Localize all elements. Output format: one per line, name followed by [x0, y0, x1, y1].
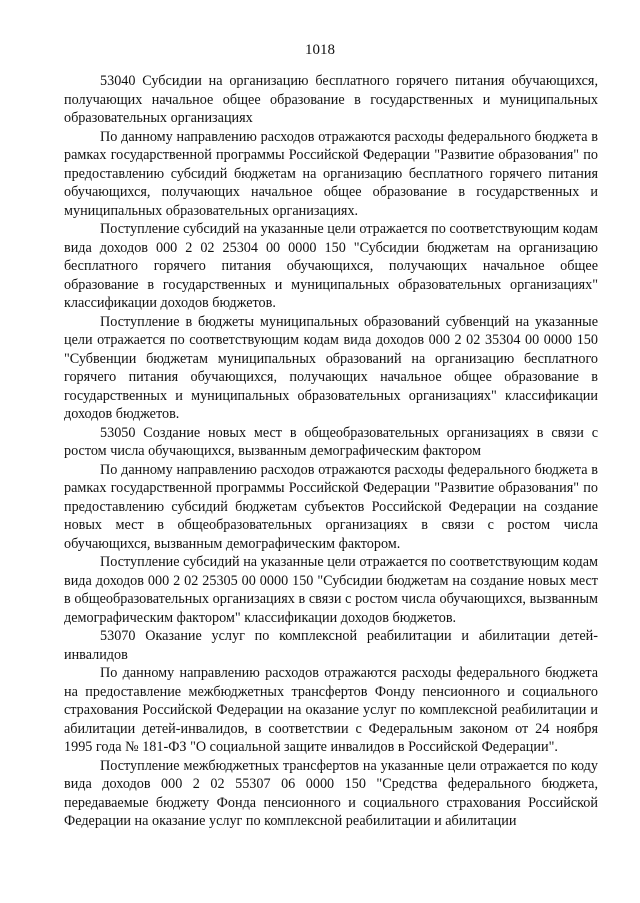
- section-heading-53070: 53070 Оказание услуг по комплексной реабилитации и абилитации детей-инвалидов: [64, 628, 598, 663]
- section-heading-53040: 53040 Субсидии на организацию бесплатного горячего питания обучающихся, получающих начальное общее образование в государственных и муниципальных образовательных организациях: [64, 73, 598, 126]
- paragraph: По данному направлению расходов отражаются расходы федерального бюджета на предоставление межбюджетных трансфертов Фонду пенсионного и социального страхования Российской Федерации на оказание услуг по комплексной реабилитации и абилитации детей-инвалидов, в соответствии с Федеральным законом от 24 ноября 1995 года № 181-ФЗ "О социальной защите инвалидов в Российской Федерации".: [64, 665, 598, 755]
- section-heading-53050: 53050 Создание новых мест в общеобразовательных организациях в связи с ростом числа обучающихся, вызванным демографическим фактором: [64, 424, 598, 459]
- paragraph: По данному направлению расходов отражаются расходы федерального бюджета в рамках государственной программы Российской Федерации "Развитие образования" по предоставлению субсидий бюджетам на организацию бесплатного горячего питания обучающихся, получающих начальное общее образование в государственных и муниципальных образовательных организациях.: [64, 128, 598, 219]
- paragraph: Поступление субсидий на указанные цели отражается по соответствующим кодам вида доходов 000 2 02 25304 00 0000 150 "Субсидии бюджетам на организацию бесплатного горячего питания обучающихся, получающих начальное общее образование в государственных и муниципальных образовательных организациях" классификации доходов бюджетов.: [64, 221, 598, 311]
- paragraph: Поступление в бюджеты муниципальных образований субвенций на указанные цели отражается по соответствующим кодам вида доходов 000 2 02 35304 00 0000 150 "Субвенции бюджетам муниципальных образований на организацию бесплатного горячего питания обучающихся, получающих начальное общее образование в государственных и муниципальных образовательных организациях" классификации доходов бюджетов.: [64, 313, 598, 422]
- page-number: 1018: [305, 42, 335, 58]
- document-body: [64, 72, 598, 831]
- paragraph: По данному направлению расходов отражаются расходы федерального бюджета в рамках государственной программы Российской Федерации "Развитие образования" по предоставлению субсидий бюджетам субъектов Российской Федерации на создание новых мест в общеобразовательных организациях в связи с ростом числа обучающихся, вызванным демографическим фактором.: [64, 461, 598, 552]
- paragraph: Поступление межбюджетных трансфертов на указанные цели отражается по коду вида доходов 000 2 02 55307 06 0000 150 "Средства федерального бюджета, передаваемые бюджету Фонда пенсионного и социального страхования Российской Федерации на оказание услуг по комплексной реабилитации и абилитации: [64, 757, 598, 829]
- paragraph: Поступление субсидий на указанные цели отражается по соответствующим кодам вида доходов 000 2 02 25305 00 0000 150 "Субсидии бюджетам на создание новых мест в общеобразовательных организациях в связи с ростом числа обучающихся, вызванным демографическим фактором" классификации доходов бюджетов.: [64, 554, 598, 626]
